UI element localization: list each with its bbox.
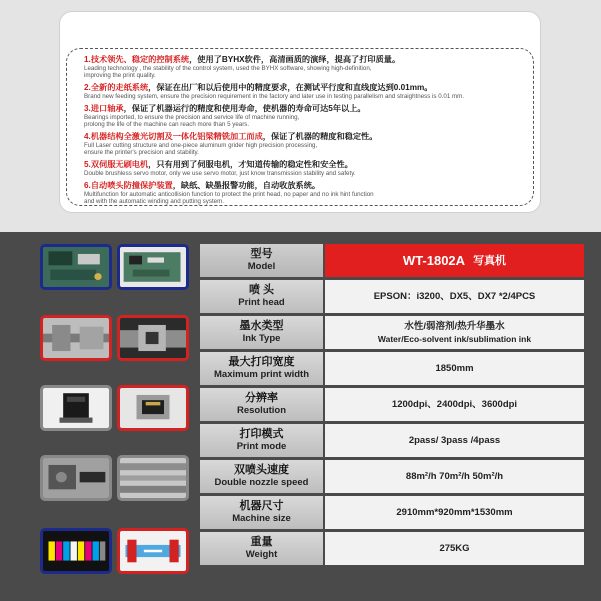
feature-item [84, 181, 524, 205]
feature-english-1: Brand new feeding system, ensure the precision requirement in the factory and later use in testing parallelism and straightness is 0.01 mm. [84, 93, 465, 100]
feature-item [84, 55, 524, 79]
spec-value: WT-1802A [402, 252, 466, 268]
spec-table [200, 244, 584, 568]
spec-label-cn: 型号 [250, 248, 273, 260]
spec-label-en: Print mode [236, 441, 287, 452]
feature-english-1: Full Laser cutting structure and one-piece aluminum grider high precision processing, [84, 142, 318, 149]
aluminum-beam-photo [117, 455, 189, 501]
feature-item [84, 83, 524, 100]
ethernet-port-photo [117, 385, 189, 431]
spec-label-en: Model [247, 261, 276, 272]
spec-row-ink-type [200, 316, 584, 349]
spec-row-speed [200, 460, 584, 493]
spec-label-en: Ink Type [242, 333, 281, 344]
feature-text: ，保证了机器的精度和稳定性。 [262, 132, 378, 141]
feature-highlight: 进口轴承 [90, 104, 124, 113]
ink-station-photo [40, 528, 112, 574]
spec-label-cn: 重量 [250, 536, 273, 548]
spec-value: 275KG [439, 542, 470, 554]
feature-number: 6. [84, 181, 91, 190]
spec-label-en: Weight [245, 549, 278, 560]
feeding-roller-photo [40, 315, 112, 361]
feature-english-2: ensure the printer's precision and stability. [84, 149, 199, 156]
spec-label-en: Double nozzle speed [214, 477, 309, 488]
feature-item [84, 160, 524, 177]
spec-label-cn: 机器尺寸 [239, 500, 284, 512]
spec-row-print-head [200, 280, 584, 313]
spec-label-en: Maximum print width [214, 369, 309, 380]
control-board-photo [40, 244, 112, 290]
spec-value: 2910mm*920mm*1530mm [396, 506, 513, 518]
bearing-rail-photo [117, 315, 189, 361]
feature-number: 1. [84, 55, 91, 64]
feature-highlight: 技术领先、稳定的控制系统 [90, 55, 190, 64]
spec-value-secondary: 写真机 [473, 254, 507, 267]
spec-label-cn: 双喷头速度 [234, 464, 289, 476]
spec-row-print-width [200, 352, 584, 385]
feature-english-2: and with the automatic winding and putting system. [84, 198, 224, 205]
spec-row-resolution [200, 388, 584, 421]
feature-number: 5. [84, 160, 91, 169]
feature-text: ，使用了BYHX软件，高清画质的演绎，提高了打印质量。 [189, 55, 401, 64]
spec-row-model [200, 244, 584, 277]
feature-text: ，保证在出厂和以后使用中的精度要求，在测试平行度和直线度达到0.01mm。 [148, 83, 433, 92]
feature-text: ，只有用到了伺服电机，才知道传输的稳定性和安全性。 [148, 160, 353, 169]
spec-label-en: Print head [238, 297, 285, 308]
spec-value: 1200dpi、2400dpi、3600dpi [391, 398, 518, 410]
spec-value: 1850mm [435, 362, 474, 374]
anticollision-photo [117, 528, 189, 574]
spec-value: 88m²/h 70m²/h 50m²/h [405, 470, 504, 482]
feature-highlight: 机器结构全激光切割及一体化铝梁精铣加工而成 [90, 132, 263, 141]
feature-text: ，缺纸、缺墨报警功能，自动收放系统。 [172, 181, 321, 190]
spec-label-cn: 打印模式 [239, 428, 284, 440]
spec-value-secondary: Water/Eco-solvent ink/sublimation ink [377, 333, 532, 344]
spec-row-print-mode [200, 424, 584, 457]
spec-row-weight [200, 532, 584, 565]
feature-english-1: Leading technology , the stability of the control system, used the BYHX software, showing high-definition, [84, 65, 372, 72]
printhead-photo [40, 385, 112, 431]
spec-row-machine-size [200, 496, 584, 529]
feature-english-1: Bearings imported, to ensure the precision and service life of machine running, [84, 114, 300, 121]
spec-value: 水性/弱溶剂/热升华墨水 [404, 320, 505, 332]
feature-item [84, 132, 524, 156]
spec-label-cn: 分辨率 [245, 392, 278, 404]
feature-highlight: 全新的走纸系统 [90, 83, 149, 92]
feature-english-2: prolong the life of the machine can reach more than 5 years. [84, 121, 250, 128]
feature-highlight: 自动喷头防撞保护装置 [90, 181, 173, 190]
feature-list [84, 55, 524, 209]
feature-number: 2. [84, 83, 91, 92]
circuit-board-photo [117, 244, 189, 290]
feature-english-1: Double brushless servo motor, only we use servo motor, just know transmission stability and safety. [84, 170, 356, 177]
spec-value: 2pass/ 3pass /4pass [408, 434, 501, 446]
feature-highlight: 双伺服无刷电机 [90, 160, 149, 169]
servo-motor-photo [40, 455, 112, 501]
spec-value: EPSON：i3200、DX5、DX7 *2/4PCS [373, 290, 536, 302]
feature-item [84, 104, 524, 128]
feature-number: 3. [84, 104, 91, 113]
feature-number: 4. [84, 132, 91, 141]
spec-label-cn: 墨水类型 [239, 320, 284, 332]
spec-label-en: Machine size [232, 513, 291, 524]
spec-label-cn: 喷 头 [248, 284, 275, 296]
feature-english-1: Multifunction for automatic anticollision function to protect the print head, no paper and no ink hint function [84, 191, 374, 198]
feature-text: ，保证了机器运行的精度和使用寿命，使机器的寿命可达5年以上。 [123, 104, 366, 113]
spec-label-cn: 最大打印宽度 [228, 356, 295, 368]
spec-label-en: Resolution [236, 405, 287, 416]
feature-english-2: improving the print quality. [84, 72, 156, 79]
